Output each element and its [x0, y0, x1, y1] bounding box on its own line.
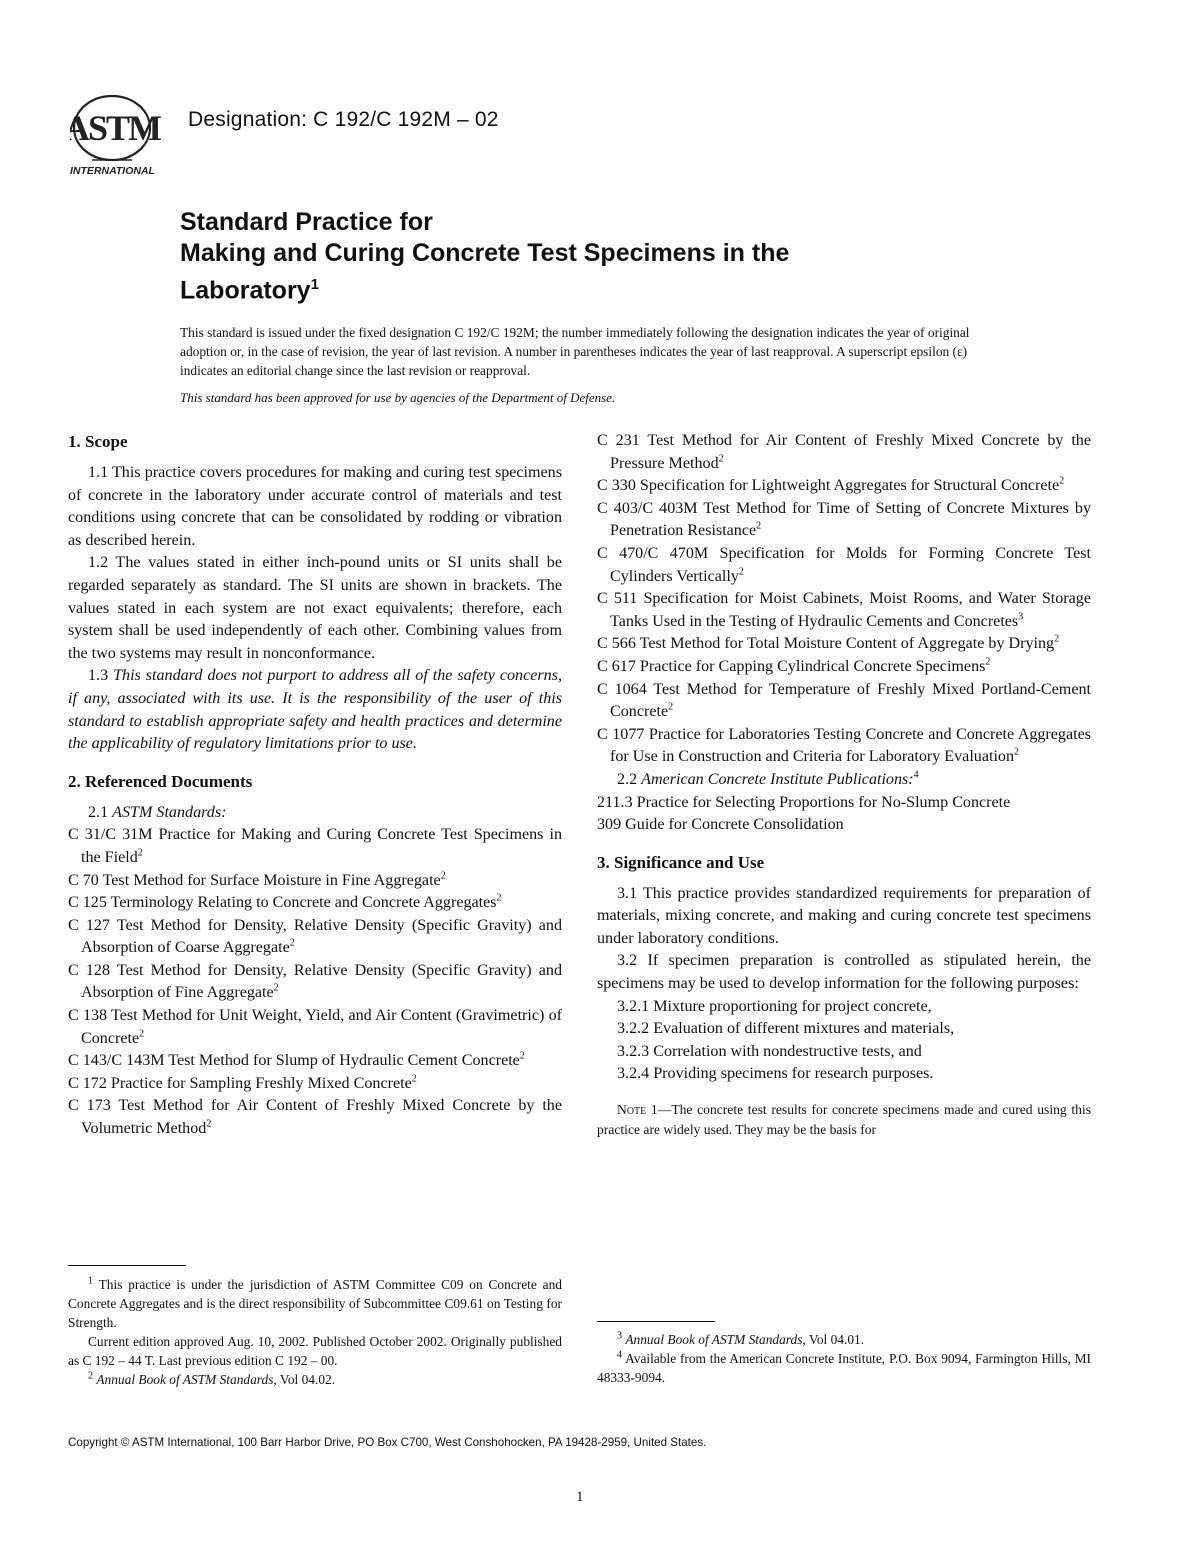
paragraph-3-2: 3.2 If specimen preparation is controlled as stipulated herein, the specimens may be used to develop information for the following purposes: [597, 952, 1091, 993]
purpose-item: 3.2.2 Evaluation of different mixtures and materials, [617, 1020, 955, 1038]
reference-item: 211.3 Practice for Selecting Proportions for No-Slump Concrete [597, 793, 1011, 811]
reference-item: C 617 Practice for Capping Cylindrical Concrete Specimens$^2$ [597, 656, 991, 675]
title-footnote-ref: 1 [310, 276, 319, 293]
footnote: $^4$ Available from the American Concrete Institute, P.O. Box 9094, Farmington Hills, MI 48333-9094. [597, 1349, 1091, 1385]
footnote-ref: 2 [289, 937, 295, 949]
footnote: Current edition approved Aug. 10, 2002. Published October 2002. Originally published as C 192 – 44 T. Last previous edition C 192 – 00. [68, 1334, 562, 1368]
reference-item: C 330 Specification for Lightweight Aggregates for Structural Concrete$^2$ [597, 475, 1065, 495]
defense-note: This standard has been approved for use by agencies of the Department of Defense. [180, 390, 616, 405]
footnote: $^2$ Annual Book of ASTM Standards, Vol 04.02. [88, 1370, 336, 1387]
reference-item: C 138 Test Method for Unit Weight, Yield, and Air Content (Gravimetric) of Concrete$^2$ [68, 1007, 562, 1047]
logo-wordmark: INTERNATIONAL [70, 165, 155, 177]
astm-logo [70, 92, 170, 178]
issued-note: This standard is issued under the fixed designation C 192/C 192M; the number immediately following the designation indicates the year of original adoption or, in the case of revision, the year of last revision. A number in parentheses indicates the year of last reapproval. A superscript epsilon (ε) indicates an editorial change since the last revision or reapproval. [180, 325, 970, 378]
footnote-ref: 2 [756, 521, 762, 533]
section-1-heading: 1. Scope [68, 432, 128, 451]
reference-item: C 403/C 403M Test Method for Time of Setting of Concrete Mixtures by Penetration Resistance$^2$ [597, 499, 1091, 540]
left-column [68, 430, 562, 1141]
footnote-ref: 2 [519, 1050, 525, 1062]
astm-standards-subhead: 2.1 ASTM Standards: [88, 803, 227, 821]
footnote: $^3$ Annual Book of ASTM Standards, Vol 04.01. [617, 1330, 865, 1347]
note-1: Note 1—The concrete test results for concrete specimens made and cured using this practice are widely used. They may be the basis for [597, 1102, 1091, 1138]
footnote-ref: 2 [440, 870, 446, 882]
footnote-ref: 2 [496, 892, 502, 904]
footnote-ref: 3 [1018, 611, 1024, 623]
reference-item: C 231 Test Method for Air Content of Freshly Mixed Concrete by the Pressure Method$^2$ [597, 432, 1091, 472]
reference-item: C 566 Test Method for Total Moisture Content of Aggregate by Drying$^2$ [597, 633, 1060, 653]
footnote-ref: 2 [1054, 633, 1060, 645]
reference-item: C 172 Practice for Sampling Freshly Mixed Concrete$^2$ [68, 1073, 417, 1092]
reference-item: C 70 Test Method for Surface Moisture in Fine Aggregate$^2$ [68, 870, 446, 889]
title-line-2: Making and Curing Concrete Test Specimens in the [180, 239, 790, 267]
reference-item: 309 Guide for Concrete Consolidation [597, 816, 844, 834]
footnote-ref: 2 [738, 566, 744, 578]
purpose-item: 3.2.1 Mixture proportioning for project concrete, [617, 997, 932, 1015]
purpose-item: 3.2.4 Providing specimens for research purposes. [617, 1065, 934, 1083]
reference-item: C 1077 Practice for Laboratories Testing Concrete and Concrete Aggregates for Use in Construction and Criteria for Laboratory Evaluation$^2$ [597, 725, 1091, 766]
document-title [180, 207, 900, 306]
footnote-ref: 2 [411, 1073, 417, 1085]
footnote-ref: 2 [273, 983, 279, 995]
footnote-ref: 2 [1014, 746, 1020, 758]
right-column [597, 430, 1091, 1140]
purpose-list [597, 996, 1091, 1086]
purpose-item: 3.2.3 Correlation with nondestructive tests, and [617, 1042, 922, 1060]
designation: Designation: C 192/C 192M – 02 [188, 108, 499, 131]
aci-refs [597, 792, 1091, 837]
svg-text:ASTM: ASTM [70, 108, 161, 148]
footnotes-left [68, 1275, 562, 1389]
reference-item: C 143/C 143M Test Method for Slump of Hydraulic Cement Concrete$^2$ [68, 1050, 525, 1070]
aci-publications-subhead: 2.2 American Concrete Institute Publications:$^4$ [617, 769, 919, 788]
reference-item: C 127 Test Method for Density, Relative Density (Specific Gravity) and Absorption of Coarse Aggregate$^2$ [68, 916, 562, 957]
footnote-ref: 2 [1059, 475, 1065, 487]
reference-item: C 511 Specification for Moist Cabinets, Moist Rooms, and Water Storage Tanks Used in the Testing of Hydraulic Cements and Concretes$^3$ [597, 590, 1091, 630]
footnote-ref: 2 [668, 701, 674, 713]
paragraph-1-2: 1.2 The values stated in either inch-pound units or SI units shall be regarded separately as standard. The SI units are shown in brackets. The values stated in each system are not exact equivalents; therefore, each system shall be used independently of each other. Combining values from the two systems may result in nonconformance. [68, 554, 562, 662]
footnote: $^1$ This practice is under the jurisdiction of ASTM Committee C09 on Concrete and Concrete Aggregates and is the direct responsibility of Subcommittee C09.61 on Testing for Strength. [68, 1275, 562, 1330]
paragraph-3-1: 3.1 This practice provides standardized requirements for preparation of materials, mixing concrete, and making and curing concrete test specimens under laboratory conditions. [597, 884, 1091, 947]
paragraph-1-1: 1.1 This practice covers procedures for making and curing test specimens of concrete in the laboratory under accurate control of materials and test conditions using concrete that can be consolidated by rodding or vibration as described herein. [68, 464, 562, 549]
section-3-heading: 3. Significance and Use [597, 852, 765, 872]
footnote-ref: 2 [206, 1118, 212, 1130]
footnote-rule-right [597, 1321, 715, 1322]
footnote-ref: 2 [139, 1028, 145, 1040]
title-line-3: Laboratory$^1$ [180, 276, 319, 305]
reference-item: C 128 Test Method for Density, Relative Density (Specific Gravity) and Absorption of Fine Aggregate$^2$ [68, 961, 562, 1002]
copyright-line: Copyright © ASTM International, 100 Barr Harbor Drive, PO Box C700, West Conshohocken, PA 19428-2959, United States. [68, 1436, 707, 1449]
reference-item: C 125 Terminology Relating to Concrete and Concrete Aggregates$^2$ [68, 892, 502, 912]
reference-item: C 173 Test Method for Air Content of Freshly Mixed Concrete by the Volumetric Method$^2$ [68, 1097, 562, 1138]
astm-refs-left [68, 824, 562, 1140]
paragraph-1-3: 1.3 This standard does not purport to address all of the safety concerns, if any, associated with its use. It is the responsibility of the user of this standard to establish appropriate safety and health practices and determine the applicability of regulatory limitations prior to use. [68, 667, 562, 753]
reference-item: C 470/C 470M Specification for Molds for Forming Concrete Test Cylinders Vertically$^2$ [597, 544, 1091, 585]
footnote-ref: 2 [137, 847, 143, 859]
footnotes-right [597, 1330, 1091, 1387]
reference-item: C 31/C 31M Practice for Making and Curing Concrete Test Specimens in the Field$^2$ [68, 826, 562, 866]
footnote-ref: 2 [718, 453, 724, 465]
title-line-1: Standard Practice for [180, 208, 433, 236]
section-2-heading: 2. Referenced Documents [68, 771, 253, 791]
footnote-rule-left [68, 1265, 186, 1266]
astm-refs-right [597, 430, 1091, 769]
reference-item: C 1064 Test Method for Temperature of Freshly Mixed Portland-Cement Concrete$^2$ [597, 680, 1091, 721]
page-number: 1 [576, 1489, 584, 1505]
footnote-ref: 2 [985, 656, 991, 668]
